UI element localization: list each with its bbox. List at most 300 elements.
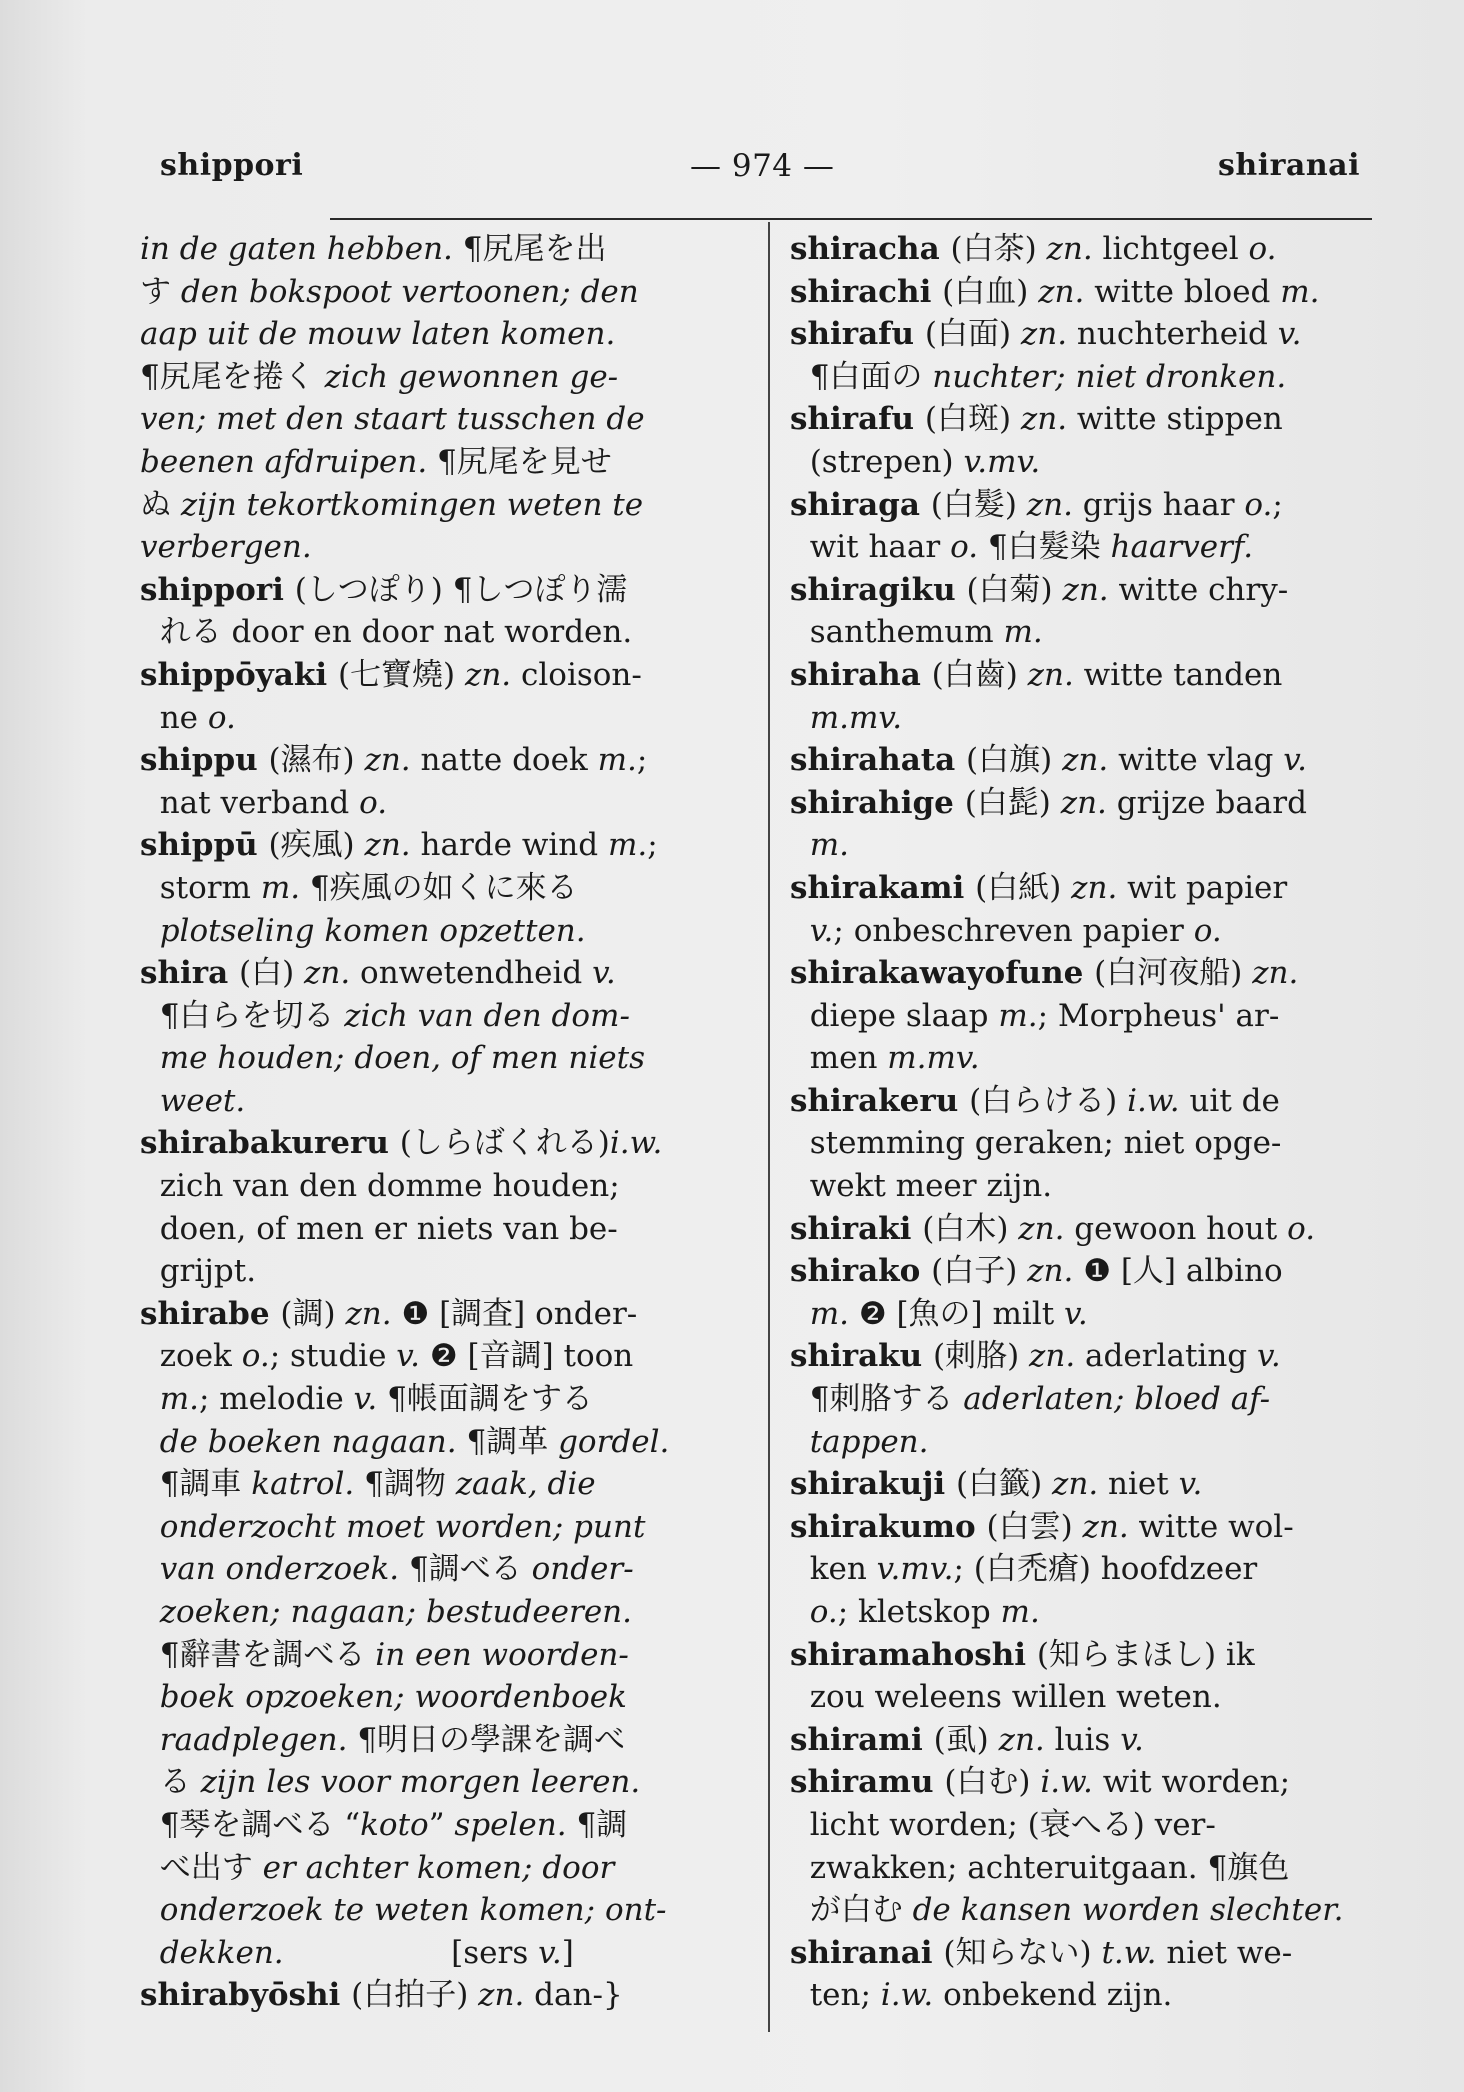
entry-text: o. [359,784,388,821]
left-column-line [140,1548,740,1591]
entry-text: zn. [1046,231,1093,267]
entry-text: storm [140,869,261,906]
entry-text: (strepen) [790,443,964,480]
entry-text: ; kletskop [837,1594,1001,1630]
entry-text: (白らける) [969,1082,1128,1119]
entry-text: van onderzoek. [140,1551,409,1588]
headword: shirakuji [790,1466,956,1503]
headword: shirakami [790,869,976,906]
headword: shirachi [790,273,943,310]
left-column-line [140,611,740,654]
headword: shippori [140,571,295,608]
right-column-line [790,228,1390,271]
entry-text: witte vlag [1108,742,1284,779]
entry-text: m. [998,997,1038,1034]
entry-text: onderzocht moet worden; punt [140,1508,646,1545]
entry-text: ¶調革 [466,1423,559,1460]
entry-text: zn. [345,1295,392,1332]
right-column-line [790,526,1390,569]
entry-text: grijs haar [1072,486,1245,523]
entry-text: santhemum [790,614,1004,651]
headword: shiracha [790,231,951,267]
headword: shirakeru [790,1082,970,1119]
headword: shiraga [790,486,931,523]
left-column-line [140,1122,740,1165]
right-column-line [790,1250,1390,1293]
entry-text: ❷ [音調] toon [419,1338,634,1375]
entry-text: ¶調車 [140,1466,252,1503]
entry-text: v. [1178,1466,1203,1503]
entry-text: zn. [1027,1253,1074,1290]
entry-text: ; (白禿瘡) hoofdzeer [953,1551,1258,1588]
headword: shiraku [790,1338,933,1375]
entry-text: (刺胳) [933,1338,1030,1375]
entry-text: luis [1044,1721,1121,1758]
right-column-line [790,356,1390,399]
headword: shirabakureru [140,1125,400,1162]
left-column-line [140,697,740,740]
entry-text: o. [950,529,979,566]
entry-text: (白菊) [966,571,1063,608]
entry-text: ken [790,1551,877,1588]
entry-text: natte doek [410,742,598,779]
left-column-line [140,910,740,953]
entry-text: ¶白らを切る [140,997,345,1034]
right-column-line [790,1378,1390,1421]
entry-text: す [140,273,181,310]
left-column-line [140,1293,740,1336]
right-column-line [790,1847,1390,1890]
left-column-line [140,1378,740,1421]
entry-text: boek opzoeken; woordenboek [140,1679,627,1716]
entry-text: zn. [1029,1338,1076,1375]
entry-text: wekt meer zijn. [790,1168,1053,1205]
entry-text: raadplegen. [140,1721,358,1758]
left-column-line [140,228,740,271]
right-column-line [790,398,1390,441]
right-column-line [790,910,1390,953]
right-column-line [790,1932,1390,1975]
left-column-line [140,1847,740,1890]
left-column-line [140,1335,740,1378]
header-last-entry: shiranai [1218,148,1360,183]
right-column-line [790,1165,1390,1208]
left-column-line [140,1889,740,1932]
left-column-line [140,398,740,441]
headword: shirafu [790,401,925,438]
entry-text: i.w. [1040,1764,1093,1801]
entry-text: (知らない) [943,1934,1102,1971]
left-column-line [140,484,740,527]
page-number: — 974 — [690,148,835,184]
left-column-line [140,1719,740,1762]
entry-text: (白面) [924,316,1021,353]
entry-text: v. [1256,1338,1281,1375]
entry-text: o. [241,1338,270,1375]
headword: shiraki [790,1210,923,1247]
entry-text: harde wind [410,827,608,864]
entry-text: v.mv. [876,1551,954,1588]
left-column-line [140,526,740,569]
entry-text: v. [538,1934,562,1971]
entry-text: zn. [1252,955,1299,992]
right-column [790,228,1390,2017]
entry-text: wit haar [790,529,951,566]
entry-text: (白河夜船) [1094,955,1253,992]
entry-text: zn. [1026,486,1073,523]
entry-text: cloison- [511,656,642,693]
left-column-line [140,1974,740,2017]
entry-text: zn. [1020,401,1068,438]
entry-text: zn. [465,656,512,693]
right-column-line [790,271,1390,314]
right-column-line [790,484,1390,527]
entry-text: zn. [364,742,411,779]
entry-text: o. [1193,912,1222,949]
entry-text: v. [1064,1295,1088,1332]
entry-text: licht worden; (衰へる) ver- [790,1806,1216,1843]
headword: shirafu [790,316,925,353]
entry-text: o. [1248,231,1277,267]
headword: shirako [790,1253,932,1290]
left-column-line [140,1080,740,1123]
column-divider [768,222,770,2032]
left-column-line [140,1634,740,1677]
right-column-line [790,1080,1390,1123]
entry-text: ¶刺胳する [790,1381,964,1418]
entry-text: grijpt. [140,1253,257,1290]
headword: shirabyōshi [140,1977,352,2014]
entry-text: v. [1120,1721,1144,1758]
entry-text: witte bloed [1084,273,1281,310]
entry-text: べ出す [140,1849,263,1886]
entry-text: (濕布) [268,742,365,779]
entry-text: zn. [1062,571,1109,608]
right-column-line [790,1804,1390,1847]
entry-text: (白斑) [924,401,1021,438]
entry-text: ” [428,1806,455,1843]
headword: shiragiku [790,571,967,608]
entry-text: witte wol- [1128,1508,1294,1545]
left-column-line [140,1208,740,1251]
entry-text: beenen afdruipen. [140,443,438,480]
right-column-line [790,313,1390,356]
entry-text: ¶帳面調をする [377,1381,593,1418]
entry-text: zn. [1018,1210,1065,1247]
headword: shippu [140,742,269,779]
entry-text: ❶ [人] albino [1073,1253,1283,1290]
entry-text: ぬ [140,486,181,523]
entry-text: wit worden; [1092,1764,1291,1801]
entry-text: v. [592,955,616,992]
left-column-line [140,1761,740,1804]
entry-text: m.mv. [887,1040,980,1077]
entry-text: m. [1280,273,1320,310]
right-column-line [790,952,1390,995]
entry-text: (白木) [922,1210,1019,1247]
entry-text: m. [1003,614,1043,651]
entry-text: zich gewonnen ge- [324,358,619,395]
entry-text: niet [1098,1466,1179,1503]
left-column-line [140,1250,740,1293]
right-column-line [790,1591,1390,1634]
entry-text: zn. [478,1977,525,2014]
right-column-line [790,1335,1390,1378]
entry-text: o. [207,699,236,736]
entry-text: zoek [140,1338,242,1375]
left-column-line [140,441,740,484]
left-column-line [140,952,740,995]
entry-text: ; [647,827,658,864]
headword: shirakumo [790,1508,987,1545]
entry-text: (七寶燒) [337,656,465,693]
left-column-line [140,995,740,1038]
right-column-line [790,995,1390,1038]
left-column-line [140,867,740,910]
left-column-line [140,1037,740,1080]
right-column-line [790,1761,1390,1804]
right-column-line [790,1506,1390,1549]
right-column-line [790,697,1390,740]
entry-text: (しつぽり) ¶しつぽり濡 [294,571,628,608]
entry-text: onderzoek te weten komen; ont- [140,1892,667,1929]
entry-text: m. [607,827,648,864]
entry-text: plotseling komen opzetten. [140,912,586,949]
entry-text: が白む [790,1892,913,1929]
entry-text: (白) [238,955,305,992]
entry-text: in de gaten hebben. [140,231,463,267]
entry-text: zn. [1071,869,1118,906]
entry-text: ne [140,699,208,736]
left-column-line [140,1932,740,1975]
entry-text: zn. [1082,1508,1129,1545]
entry-text: (白茶) [950,231,1047,267]
entry-text: (知らまほし) ik [1036,1636,1255,1673]
entry-text: gewoon hout [1064,1210,1288,1247]
entry-text: v. [396,1338,420,1375]
entry-text: zich van den dom- [344,997,630,1034]
entry-text: er achter komen; door [262,1849,615,1886]
entry-text: v.mv. [963,443,1041,480]
right-column-line [790,739,1390,782]
entry-text: weet. [140,1082,246,1119]
headword: shippōyaki [140,656,338,693]
headword: shippū [140,827,269,864]
entry-text: o. [1287,1210,1316,1247]
left-column-line [140,1165,740,1208]
left-column-line [140,569,740,612]
entry-text: zou weleens willen weten. [790,1679,1222,1716]
entry-text: (白紙) [975,869,1072,906]
entry-text: in een woorden- [375,1636,629,1673]
entry-text: zn. [1060,784,1107,821]
entry-text: ten; [790,1977,881,2014]
right-column-line [790,867,1390,910]
entry-text: zwakken; achteruitgaan. ¶旗色 [790,1849,1290,1886]
entry-text: den bokspoot vertoonen; den [180,273,639,310]
entry-text: diepe slaap [790,997,999,1034]
left-column-line [140,313,740,356]
entry-text: v. [1277,316,1302,353]
entry-text: de boeken nagaan. [140,1423,467,1460]
entry-text: aderlaten; bloed af- [963,1381,1271,1418]
headword: shirahige [790,784,965,821]
right-column-line [790,1421,1390,1464]
entry-text: onder- [531,1551,634,1588]
right-column-line [790,782,1390,825]
right-column-line [790,654,1390,697]
entry-text: ; [636,742,648,779]
entry-text: v. [353,1381,378,1418]
right-column-line [790,1037,1390,1080]
right-column-line [790,1889,1390,1932]
entry-text: ¶調べる [409,1551,532,1588]
entry-text: m. [140,1381,199,1418]
entry-text: zn. [1027,656,1074,693]
entry-text: zoeken; nagaan; bestudeeren. [140,1594,633,1630]
entry-text: verbergen. [140,529,312,566]
right-column-line [790,1719,1390,1762]
entry-text: (白拍子) [351,1977,479,2014]
entry-text: t.w. [1101,1934,1157,1971]
left-column-line [140,1676,740,1719]
entry-text: zn. [1020,316,1068,353]
entry-text: (白髮) [930,486,1027,523]
entry-text: zn. [364,827,411,864]
entry-text: [sers [283,1934,539,1971]
entry-text: o. [1244,486,1273,523]
entry-text: uit de [1179,1082,1280,1119]
entry-text: onwetendheid [350,955,593,992]
headword: shiramahoshi [790,1636,1037,1673]
entry-text: ; onbeschreven papier [833,912,1194,949]
entry-text: zn. [304,955,351,992]
entry-text: o. [790,1594,838,1630]
entry-text: ¶尻尾を見せ [437,443,612,480]
entry-text: (白子) [931,1253,1028,1290]
headword: shiramu [790,1764,945,1801]
entry-text: (しらばくれる) [399,1125,610,1162]
left-column-line [140,654,740,697]
entry-text: grijze baard [1106,784,1307,821]
entry-text: ; melodie [198,1381,354,1418]
left-column-line [140,271,740,314]
entry-text: v. [790,912,834,949]
entry-text: ] [561,1934,574,1971]
entry-text: ¶尻尾を出 [462,231,607,267]
entry-text: ¶白髮染 [978,529,1111,566]
headword: shiranai [790,1934,944,1971]
entry-text: ; studie [269,1338,397,1375]
entry-text: dekken. [140,1934,284,1971]
entry-text: dan-} [524,1977,623,2014]
entry-text: ¶尻尾を捲く [140,358,325,395]
headword: shirami [790,1721,934,1758]
entry-text: m.mv. [790,699,903,736]
entry-text: i.w. [880,1977,934,2014]
entry-text: spelen. [454,1806,577,1843]
entry-text: zijn les voor morgen leeren. [200,1764,641,1801]
entry-text: nat verband [140,784,360,821]
entry-text: れる door en door nat worden. [140,614,633,651]
left-column-line [140,1421,740,1464]
entry-text: zijn tekortkomingen weten te [180,486,644,523]
entry-text: ; Morpheus' ar- [1037,997,1280,1034]
entry-text: ¶疾風の如くに來る [300,869,578,906]
entry-text: ❶ [調査] onder- [391,1295,638,1332]
entry-text: ven; met den staart tusschen de [140,401,645,438]
entry-text: zich van den domme houden; [140,1168,620,1205]
right-column-line [790,611,1390,654]
right-column-line [790,569,1390,612]
entry-text: (白血) [942,273,1039,310]
entry-text: me houden; doen, of men niets [140,1040,646,1077]
header-first-entry: shippori [160,148,304,183]
left-column-line [140,739,740,782]
entry-text: lichtgeel [1092,231,1249,267]
headword: shiraha [790,656,932,693]
right-column-line [790,1208,1390,1251]
right-column-line [790,1293,1390,1336]
left-column-line [140,1804,740,1847]
entry-text: niet we- [1156,1934,1293,1971]
entry-text: nuchterheid [1067,316,1278,353]
entry-text: ; [1272,486,1283,523]
headword: shirakawayofune [790,955,1095,992]
headword: shira [140,955,239,992]
entry-text: zn. [1062,742,1109,779]
entry-text: v. [1283,742,1307,779]
entry-text: (白む) [944,1764,1041,1801]
entry-text: ¶辭書を調べる [140,1636,376,1673]
entry-text: ¶調物 [364,1466,456,1503]
entry-text: (白齒) [931,656,1028,693]
entry-text: (白髭) [964,784,1061,821]
left-column-line [140,356,740,399]
entry-text: る [140,1764,201,1801]
entry-text: zn. [1052,1466,1099,1503]
right-column-line [790,1676,1390,1719]
entry-text: ¶調 [576,1806,628,1843]
entry-text: katrol. [251,1466,365,1503]
entry-text: (虱) [933,1721,999,1758]
right-column-line [790,824,1390,867]
entry-text: ❷ [魚の] milt [848,1295,1065,1332]
entry-text: stemming geraken; niet opge- [790,1125,1282,1162]
entry-text: tappen. [790,1423,929,1460]
right-column-line [790,1974,1390,2017]
entry-text: koto [360,1806,429,1843]
entry-text: witte stippen [1067,401,1283,438]
entry-text: m. [1000,1594,1040,1630]
entry-text: (白籤) [956,1466,1053,1503]
right-column-line [790,1463,1390,1506]
left-column-line [140,824,740,867]
right-column-line [790,1634,1390,1677]
entry-text: m. [597,742,637,779]
entry-text: gordel. [558,1423,670,1460]
entry-text: ¶琴を調べる “ [140,1806,361,1843]
right-column-line [790,1122,1390,1165]
entry-text: (白雲) [986,1508,1083,1545]
entry-text: witte tanden [1073,656,1283,693]
entry-text: aderlating [1075,1338,1257,1375]
entry-text: i.w. [1127,1082,1180,1119]
entry-text: m. [790,1295,849,1332]
left-column-line [140,1591,740,1634]
right-column-line [790,441,1390,484]
entry-text: doen, of men er niets van be- [140,1210,618,1247]
